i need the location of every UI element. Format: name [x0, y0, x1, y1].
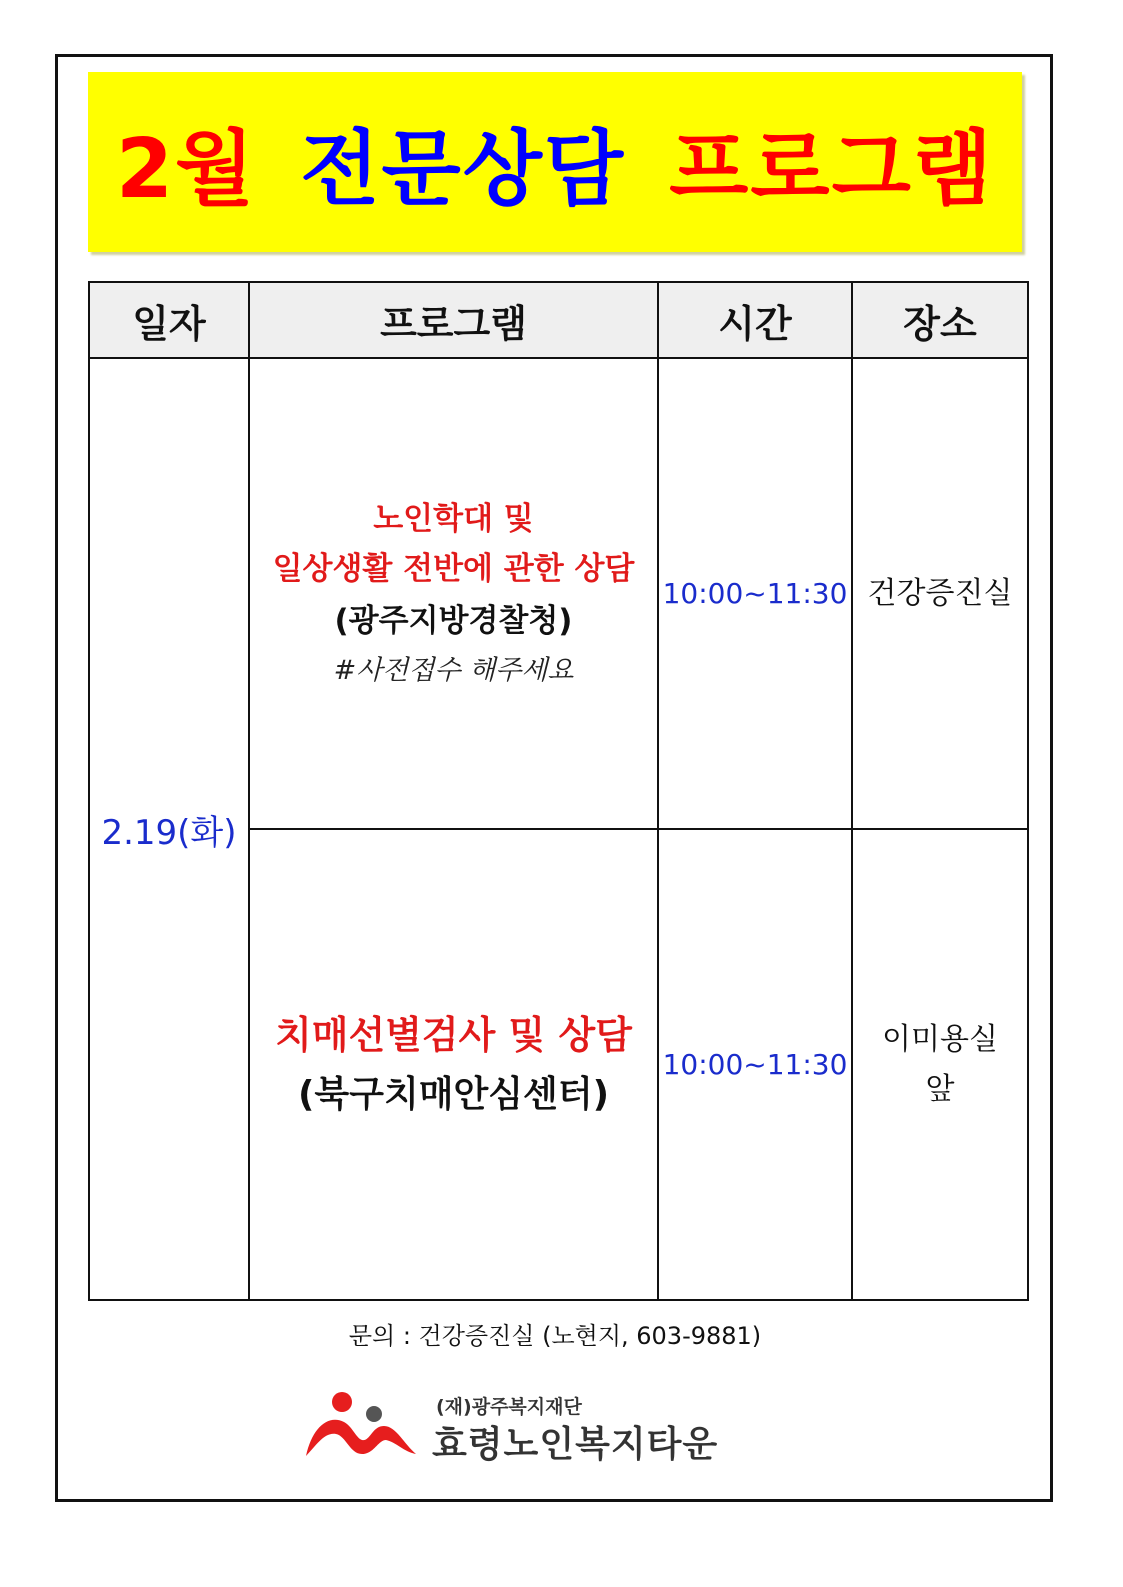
organization-logo [300, 1388, 770, 1468]
table-row [89, 358, 1028, 829]
header-program: 프로그램 [249, 282, 658, 358]
program-organization: (북구치매안심센터) [297, 1073, 610, 1115]
program-note: #사전접수 해주세요 [333, 654, 574, 686]
program-line: 일상생활 전반에 관한 상담 [272, 550, 635, 587]
time-cell: 10:00~11:30 [658, 829, 852, 1300]
header-date: 일자 [89, 282, 249, 358]
program-line: 치매선별검사 및 상담 [275, 1012, 632, 1057]
title-counsel: 전문상담 [300, 121, 626, 217]
place-cell: 건강증진실 [852, 358, 1028, 829]
date-cell: 2.19(화) [89, 358, 249, 1300]
place-line: 이미용실 [882, 1021, 998, 1057]
schedule-table [88, 281, 1029, 1301]
header-place: 장소 [852, 282, 1028, 358]
header-time: 시간 [658, 282, 852, 358]
title-month: 2월 [116, 121, 257, 217]
page-title-banner [88, 72, 1022, 252]
program-organization: (광주지방경찰청) [334, 602, 573, 639]
program-cell [249, 358, 658, 829]
inquiry-text: 문의 : 건강증진실 (노현지, 603-9881) [348, 1322, 762, 1350]
place-cell [852, 829, 1028, 1300]
logo-subtitle: (재)광주복지재단 [436, 1396, 582, 1418]
time-cell: 10:00~11:30 [658, 358, 852, 829]
program-cell [249, 829, 658, 1300]
logo-name: 효령노인복지타운 [432, 1424, 719, 1465]
logo-figure-icon [300, 1388, 430, 1468]
place-line: 앞 [925, 1071, 955, 1107]
table-header-row [89, 282, 1028, 358]
title-program: 프로그램 [669, 121, 994, 217]
program-line: 노인학대 및 [373, 500, 534, 537]
